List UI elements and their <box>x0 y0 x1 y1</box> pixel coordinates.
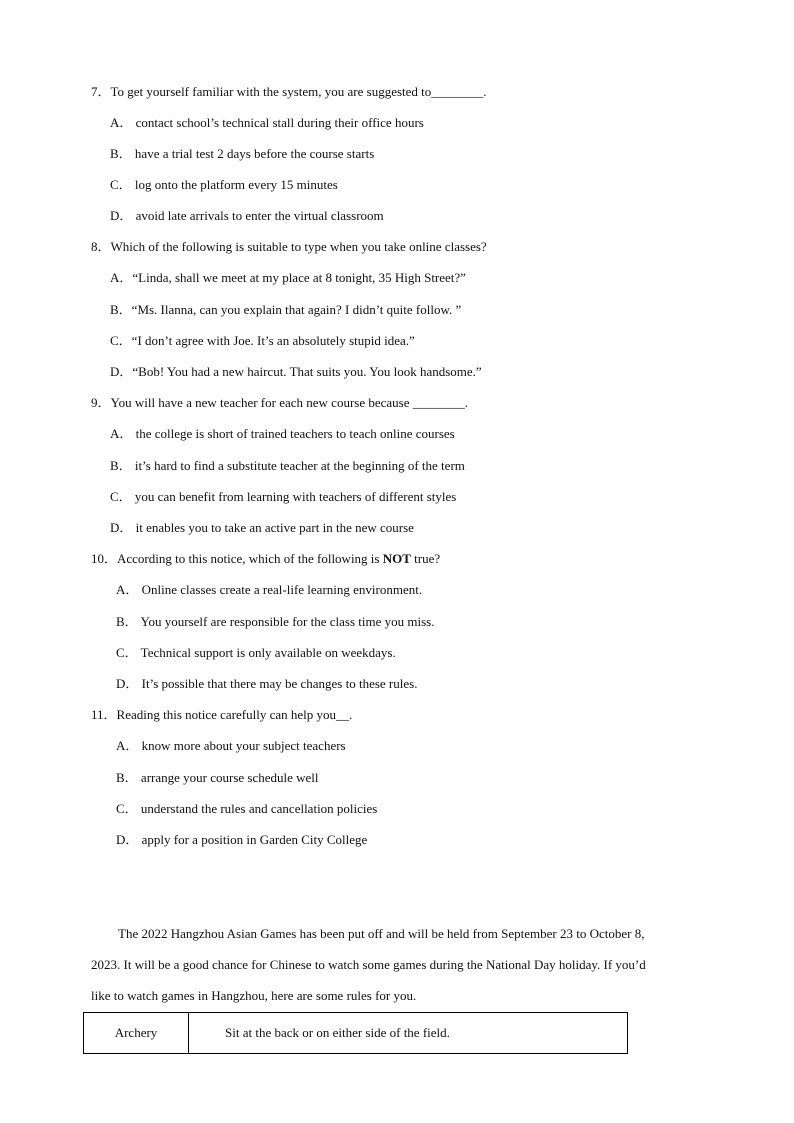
question-10-stem <box>91 551 440 567</box>
question-8-option-d: D．“Bob! You had a new haircut. That suits you. You look handsome.” <box>110 364 482 379</box>
question-8-option-c: C．“I don’t agree with Joe. It’s an absolutely stupid idea.” <box>110 333 415 348</box>
question-10-stem-after: true? <box>410 551 441 566</box>
question-8-option-b: B．“Ms. Ilanna, can you explain that again? I didn’t quite follow. ” <box>110 302 462 317</box>
question-8-option-a: A．“Linda, shall we meet at my place at 8 tonight, 35 High Street?” <box>110 270 466 285</box>
question-11-option-a: A． know more about your subject teachers <box>116 738 346 753</box>
passage-line-2: 2023. It will be a good chance for Chinese to watch some games during the National Day holiday. If you’d <box>91 957 646 972</box>
question-11-stem: 11．Reading this notice carefully can help you__. <box>91 707 353 722</box>
question-7-option-d: D． avoid late arrivals to enter the virtual classroom <box>110 208 384 223</box>
question-7-stem: 7．To get yourself familiar with the system, you are suggested to________. <box>91 84 487 99</box>
question-9-option-a: A． the college is short of trained teachers to teach online courses <box>110 426 455 441</box>
question-9-option-d: D． it enables you to take an active part in the new course <box>110 520 414 535</box>
question-11-option-d: D． apply for a position in Garden City College <box>116 832 368 847</box>
question-10-option-a: A． Online classes create a real-life learning environment. <box>116 582 423 597</box>
rules-table <box>83 1012 628 1054</box>
question-9-option-b: B． it’s hard to find a substitute teacher at the beginning of the term <box>110 458 465 473</box>
question-9-option-c: C． you can benefit from learning with teachers of different styles <box>110 489 457 504</box>
table-row <box>84 1013 628 1054</box>
question-10-option-b: B． You yourself are responsible for the class time you miss. <box>116 614 435 629</box>
table-cell-rule: Sit at the back or on either side of the field. <box>189 1013 628 1054</box>
question-10-option-c: C． Technical support is only available on weekdays. <box>116 645 396 660</box>
passage-line-3: like to watch games in Hangzhou, here are some rules for you. <box>91 988 417 1003</box>
question-9-stem: 9．You will have a new teacher for each new course because ________. <box>91 395 468 410</box>
question-10-stem-bold: NOT <box>382 551 411 566</box>
question-7-option-b: B． have a trial test 2 days before the course starts <box>110 146 375 161</box>
question-11-option-b: B． arrange your course schedule well <box>116 770 319 785</box>
question-7-option-a: A． contact school’s technical stall during their office hours <box>110 115 424 130</box>
passage-line-1: The 2022 Hangzhou Asian Games has been put off and will be held from September 23 to October 8, <box>118 926 645 941</box>
question-10-stem-before: 10．According to this notice, which of the following is <box>91 551 383 566</box>
table-cell-sport: Archery <box>84 1013 189 1054</box>
question-10-option-d: D． It’s possible that there may be changes to these rules. <box>116 676 418 691</box>
question-7-option-c: C． log onto the platform every 15 minutes <box>110 177 338 192</box>
question-8-stem: 8．Which of the following is suitable to type when you take online classes? <box>91 239 487 254</box>
question-11-option-c: C． understand the rules and cancellation policies <box>116 801 378 816</box>
